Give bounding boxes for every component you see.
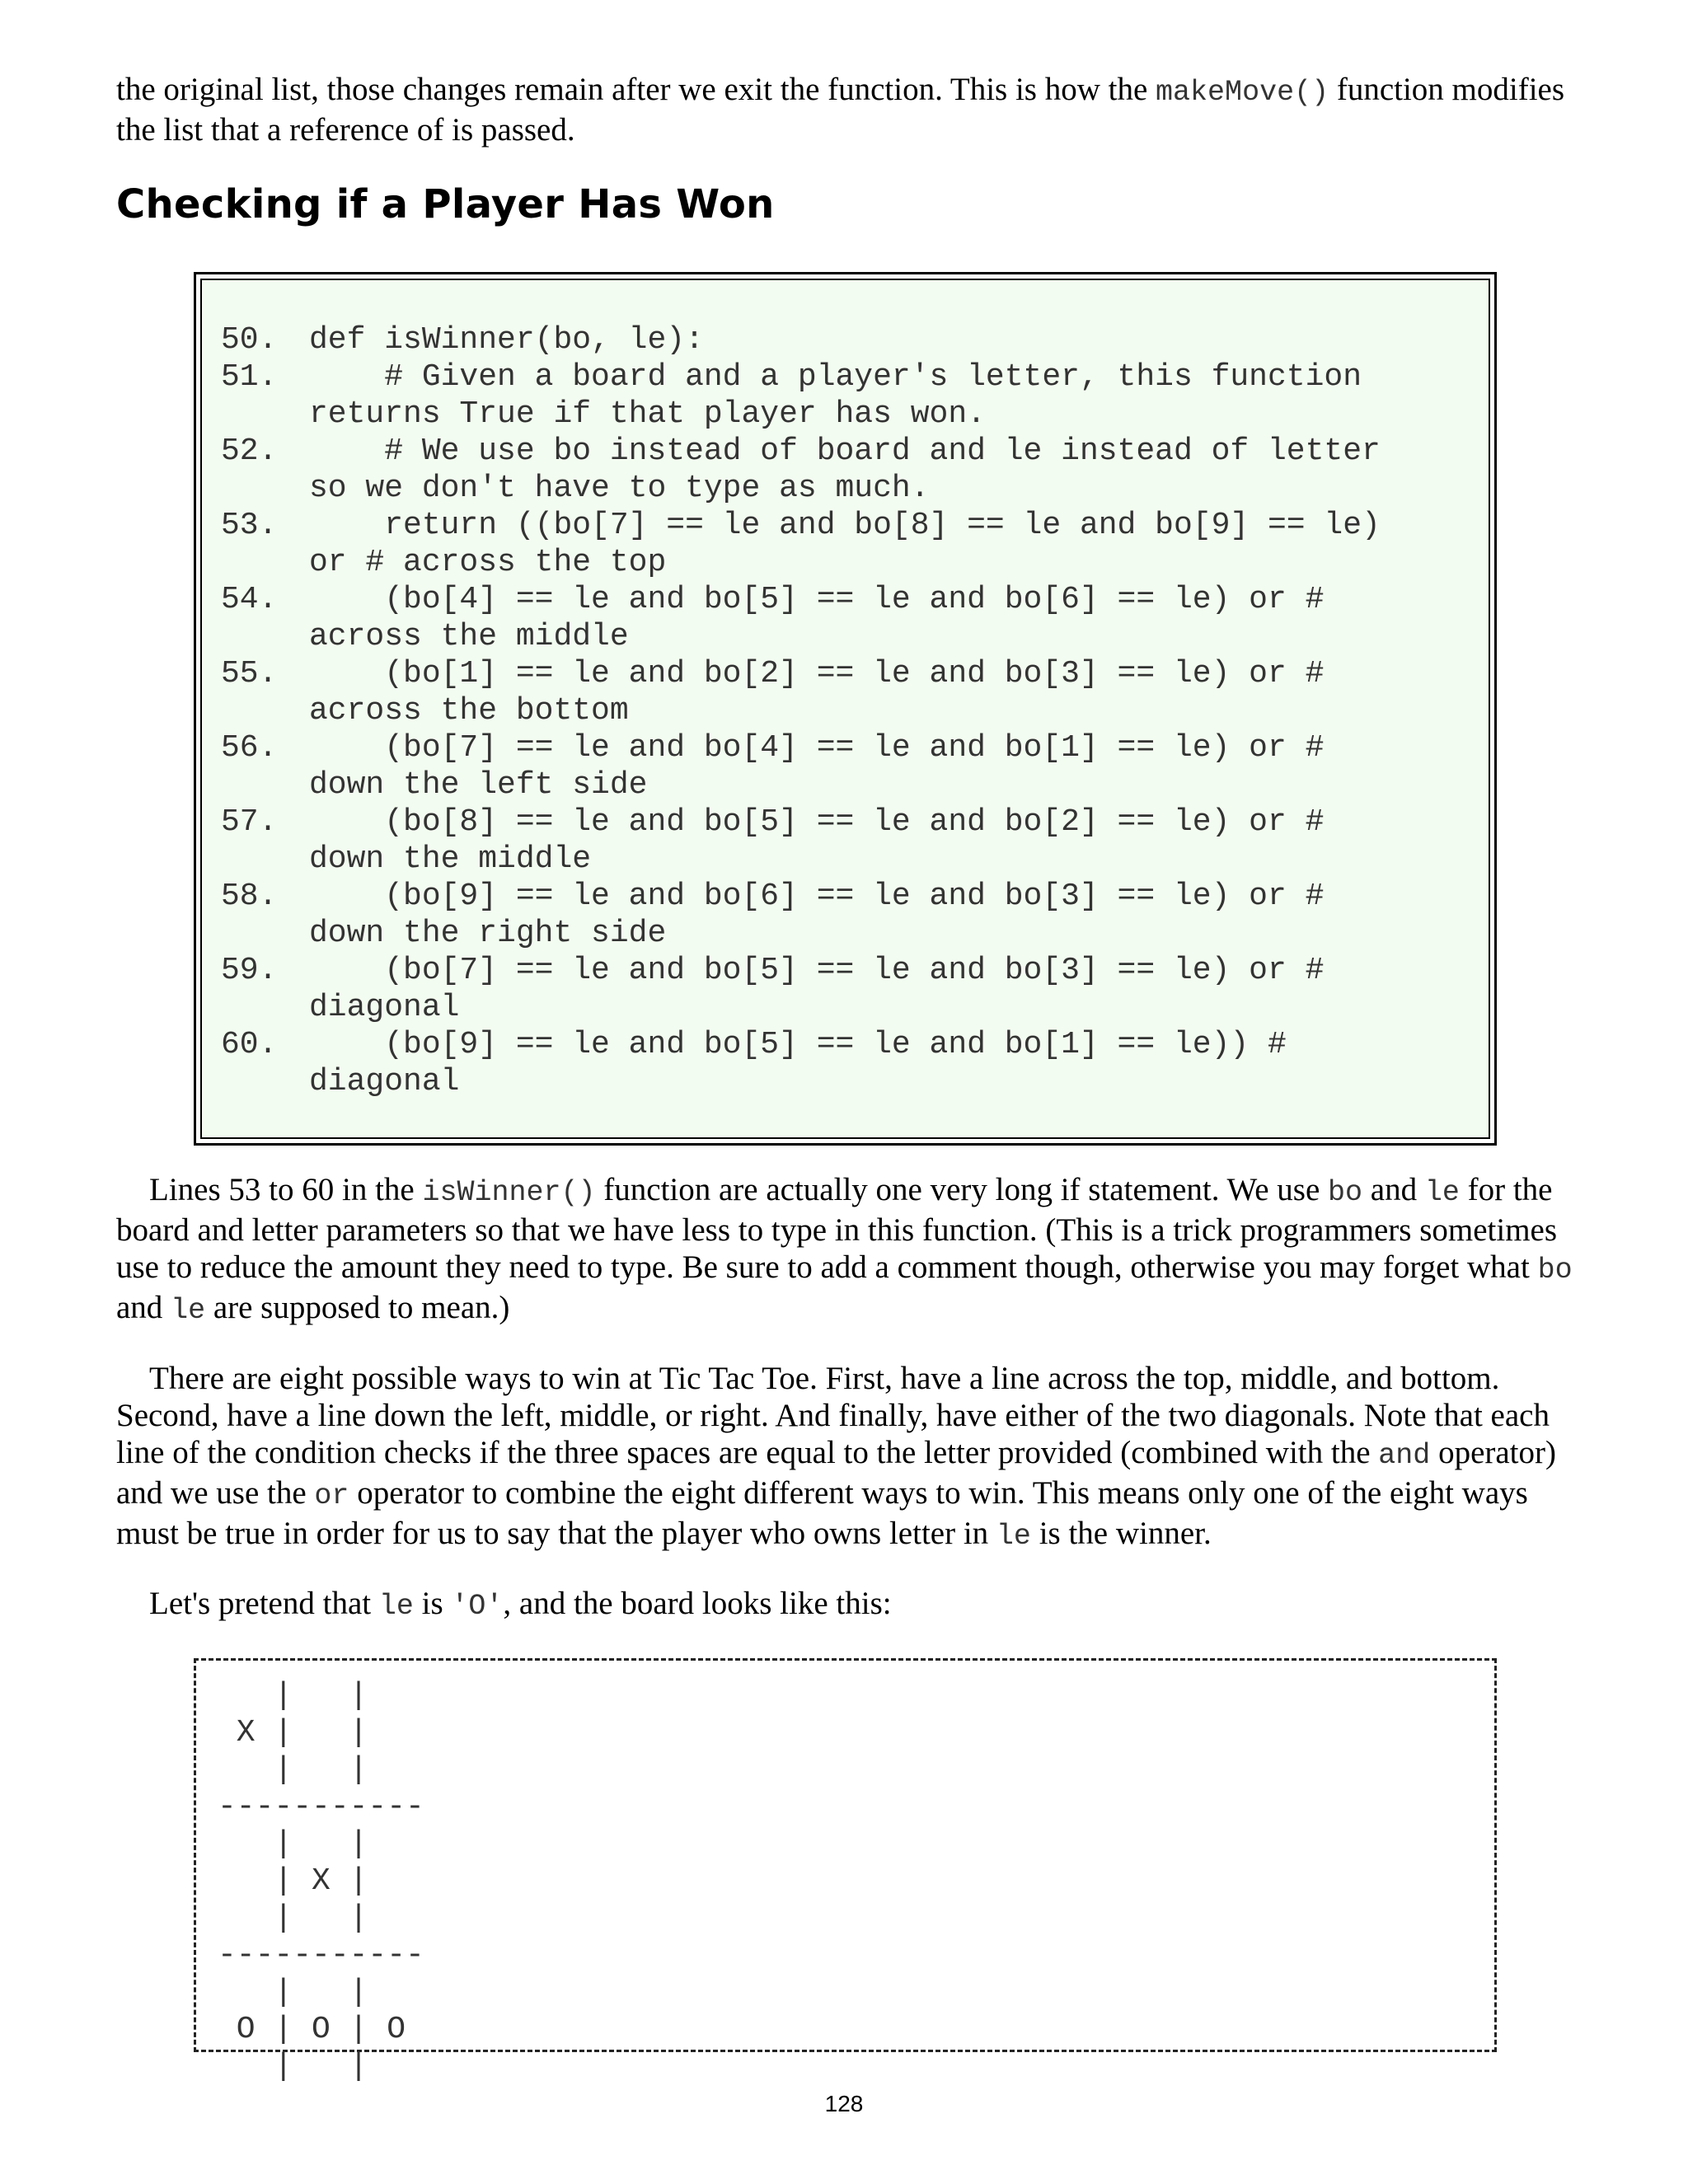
board-ascii-line: X | | xyxy=(218,1715,368,1750)
line-number: 55. xyxy=(221,656,278,691)
code-text: so we don't have to type as much. xyxy=(309,471,930,506)
inline-code: bo xyxy=(1537,1254,1573,1286)
code-text: (bo[7] == le and bo[4] == le and bo[1] == le) or # xyxy=(309,730,1325,766)
text-run: There are eight possible ways to win at Tic Tac Toe. First, have a line across the top, middle, and bottom. Second, have a line down the left, middle, or right. And finally, have either of the two diagonals. Note that each line of the condition checks if the three spaces are equal to the letter provided (combined with the xyxy=(116,1361,1550,1470)
line-number: 56. xyxy=(221,730,278,766)
inline-code-makemove: makeMove() xyxy=(1156,76,1329,109)
code-text: diagonal xyxy=(309,1064,460,1099)
paragraph-iswinner xyxy=(116,1171,1583,1329)
board-ascii-line: | X | xyxy=(218,1863,368,1899)
code-text: def isWinner(bo, le): xyxy=(309,322,704,358)
code-text: or # across the top xyxy=(309,545,667,580)
code-text: down the left side xyxy=(309,767,648,803)
code-text: down the right side xyxy=(309,916,667,951)
page-number: 128 xyxy=(824,2091,864,2116)
inline-code: le xyxy=(378,1590,414,1623)
line-number: 58. xyxy=(221,879,278,914)
board-ascii-line: | | xyxy=(218,1752,368,1788)
code-text: return ((bo[7] == le and bo[8] == le and bo[9] == le) xyxy=(309,508,1381,543)
code-text: (bo[1] == le and bo[2] == le and bo[3] == le) or # xyxy=(309,656,1325,691)
code-text: # Given a board and a player's letter, this function xyxy=(309,359,1362,395)
text-run: is the winner. xyxy=(1030,1516,1212,1551)
inline-code: 'O' xyxy=(451,1590,504,1623)
code-text: across the bottom xyxy=(309,693,629,729)
line-number: 53. xyxy=(221,508,278,543)
line-number: 60. xyxy=(221,1027,278,1062)
inline-code: and xyxy=(1378,1439,1431,1472)
code-text: returns True if that player has won. xyxy=(309,396,986,432)
line-number: 54. xyxy=(221,582,278,617)
text-run: operator to combine the eight different ways to win. This means only one of the eight ways must be true in order for us to say that the player who owns letter in xyxy=(116,1475,1528,1551)
line-number: 50. xyxy=(221,322,278,358)
board-ascii-line: O | O | O xyxy=(218,2012,406,2047)
text-run: Lines 53 to 60 in the xyxy=(149,1172,423,1207)
inline-code: isWinner() xyxy=(422,1176,596,1209)
section-heading: Checking if a Player Has Won xyxy=(116,181,775,227)
line-number: 59. xyxy=(221,953,278,988)
code-text: across the middle xyxy=(309,619,629,654)
text-run: function are actually one very long if statement. We use xyxy=(595,1172,1329,1207)
text-run: operator) and we use the xyxy=(116,1435,1556,1511)
board-example-box xyxy=(194,1658,1497,2084)
inline-code: le xyxy=(996,1520,1031,1553)
code-listing-box xyxy=(194,272,1497,1146)
text-run: and xyxy=(1362,1172,1425,1207)
line-number: 51. xyxy=(221,359,278,395)
board-ascii-line: | | xyxy=(218,1975,368,2010)
code-text: # We use bo instead of board and le instead of letter xyxy=(309,434,1381,469)
code-text: (bo[8] == le and bo[5] == le and bo[2] == le) or # xyxy=(309,804,1325,840)
line-number: 52. xyxy=(221,434,278,469)
text-run: is xyxy=(413,1586,452,1621)
code-text: (bo[9] == le and bo[6] == le and bo[3] == le) or # xyxy=(309,879,1325,914)
board-ascii-line: | | xyxy=(218,2049,368,2084)
text-run: for the board and letter parameters so that we have less to type in this function. (This is a trick programmers sometimes use to reduce the amount they need to type. Be sure to add a comment though, otherwise you may forget what xyxy=(116,1172,1558,1285)
inline-code: le xyxy=(1424,1176,1460,1209)
inline-code: or xyxy=(314,1479,349,1512)
board-ascii-line: | | xyxy=(218,1678,368,1713)
text-run: are supposed to mean.) xyxy=(205,1290,510,1325)
board-ascii-line: | | xyxy=(218,1826,368,1862)
paragraph-ways-to-win xyxy=(116,1360,1583,1555)
board-ascii-line: ----------- xyxy=(218,1789,424,1825)
inline-code: le xyxy=(171,1294,206,1327)
code-text: down the middle xyxy=(309,841,592,877)
paragraph-pretend xyxy=(116,1585,1583,1625)
intro-paragraph xyxy=(116,71,1583,148)
code-text: (bo[7] == le and bo[5] == le and bo[3] == le) or # xyxy=(309,953,1325,988)
text-run: , and the board looks like this: xyxy=(503,1586,892,1621)
board-ascii-line: | | xyxy=(218,1900,368,1936)
code-listing-panel xyxy=(200,279,1490,1139)
code-text: (bo[4] == le and bo[5] == le and bo[6] == le) or # xyxy=(309,582,1325,617)
text-run: Let's pretend that xyxy=(149,1586,379,1621)
inline-code: bo xyxy=(1328,1176,1363,1209)
intro-text-1: the original list, those changes remain after we exit the function. This is how the xyxy=(116,72,1156,107)
board-ascii-line: ----------- xyxy=(218,1938,424,1973)
code-text: (bo[9] == le and bo[5] == le and bo[1] == le)) # xyxy=(309,1027,1287,1062)
intro-text-2: function modifies the list that a reference of is passed. xyxy=(116,72,1565,148)
text-run: and xyxy=(116,1290,171,1325)
code-text: diagonal xyxy=(309,990,460,1025)
line-number: 57. xyxy=(221,804,278,840)
